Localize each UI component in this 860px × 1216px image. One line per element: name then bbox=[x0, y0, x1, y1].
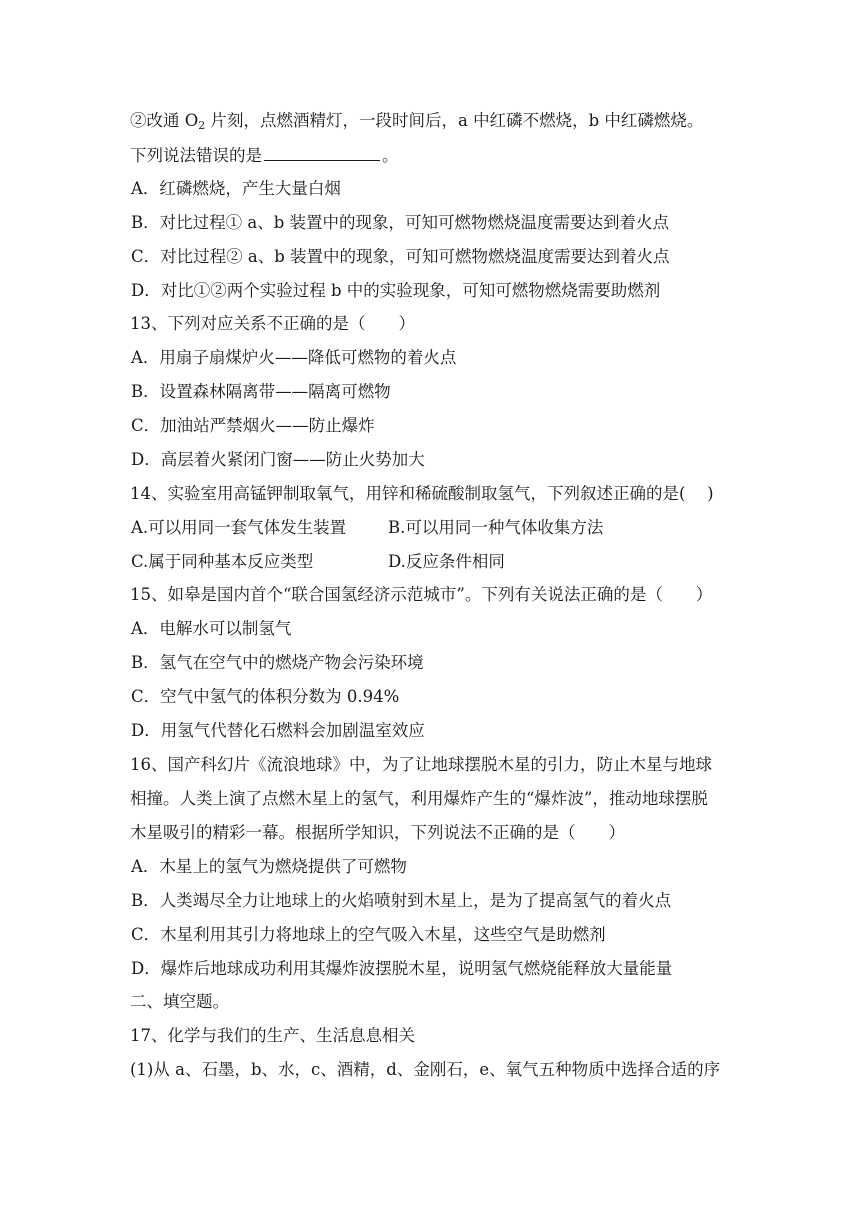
q13-option-d: D．高层着火紧闭门窗——防止火势加大 bbox=[131, 450, 425, 469]
q16-stem-line-3: 木星吸引的精彩一幕。根据所学知识，下列说法不正确的是（ ） bbox=[130, 823, 625, 842]
section-heading: 二、填空题。 bbox=[130, 992, 229, 1011]
q13-option-b: B．设置森林隔离带——隔离可燃物 bbox=[131, 382, 391, 401]
q14-option-c: C.属于同种基本反应类型 bbox=[131, 552, 314, 571]
q16-option-b: B．人类竭尽全力让地球上的火焰喷射到木星上，是为了提高氢气的着火点 bbox=[131, 891, 672, 910]
q16-stem-line-1: 16、国产科幻片《流浪地球》中，为了让地球摆脱木星的引力，防止木星与地球 bbox=[130, 755, 712, 774]
q12-prompt-end: 。 bbox=[382, 146, 399, 165]
q12-step2-text: ②改通 O bbox=[130, 111, 199, 130]
q17-stem: 17、化学与我们的生产、生活息息相关 bbox=[130, 1026, 415, 1045]
q12-option-d: D．对比①②两个实验过程 b 中的实验现象，可知可燃物燃烧需要助燃剂 bbox=[131, 281, 661, 300]
q17-part1: (1)从 a、石墨，b、水，c、酒精，d、金刚石，e、氧气五种物质中选择合适的序 bbox=[130, 1060, 721, 1079]
q12-option-c: C．对比过程② a、b 装置中的现象，可知可燃物燃烧温度需要达到着火点 bbox=[131, 247, 670, 266]
q16-option-d: D．爆炸后地球成功利用其爆炸波摆脱木星，说明氢气燃烧能释放大量能量 bbox=[131, 959, 673, 978]
q14-option-a: A.可以用同一套气体发生装置 bbox=[131, 518, 347, 537]
q12-step2-text-rest: 片刻，点燃酒精灯，一段时间后，a 中红磷不燃烧，b 中红磷燃烧。 bbox=[205, 111, 704, 130]
q16-option-c: C．木星利用其引力将地球上的空气吸入木星，这些空气是助燃剂 bbox=[131, 925, 606, 944]
q12-step2-line bbox=[130, 110, 703, 132]
q15-option-d: D．用氢气代替化石燃料会加剧温室效应 bbox=[131, 721, 425, 740]
q16-stem-line-2: 相撞。人类上演了点燃木星上的氢气，利用爆炸产生的“爆炸波”，推动地球摆脱 bbox=[130, 789, 708, 808]
q14-stem: 14、实验室用高锰钾制取氧气，用锌和稀硫酸制取氢气，下列叙述正确的是( ) bbox=[130, 484, 714, 503]
q12-prompt-line bbox=[130, 144, 399, 167]
q15-stem: 15、如皋是国内首个“联合国氢经济示范城市”。下列有关说法正确的是（ ） bbox=[130, 585, 713, 604]
q14-option-b: B.可以用同一种气体收集方法 bbox=[388, 518, 604, 537]
q16-option-a: A．木星上的氢气为燃烧提供了可燃物 bbox=[131, 857, 407, 876]
answer-blank[interactable] bbox=[264, 144, 380, 161]
q15-option-c: C．空气中氢气的体积分数为 0.94% bbox=[131, 687, 400, 706]
q12-option-b: B．对比过程① a、b 装置中的现象，可知可燃物燃烧温度需要达到着火点 bbox=[131, 213, 670, 232]
q13-option-c: C．加油站严禁烟火——防止爆炸 bbox=[131, 416, 375, 435]
q12-prompt: 下列说法错误的是 bbox=[130, 146, 262, 165]
q13-option-a: A．用扇子扇煤炉火——降低可燃物的着火点 bbox=[131, 348, 457, 367]
o2-subscript: 2 bbox=[198, 119, 206, 132]
q12-option-a: A．红磷燃烧，产生大量白烟 bbox=[131, 179, 341, 198]
q13-stem: 13、下列对应关系不正确的是（ ） bbox=[130, 314, 415, 333]
q15-option-a: A．电解水可以制氢气 bbox=[131, 619, 292, 638]
q15-option-b: B．氢气在空气中的燃烧产物会污染环境 bbox=[131, 653, 424, 672]
q14-option-d: D.反应条件相同 bbox=[388, 552, 505, 571]
